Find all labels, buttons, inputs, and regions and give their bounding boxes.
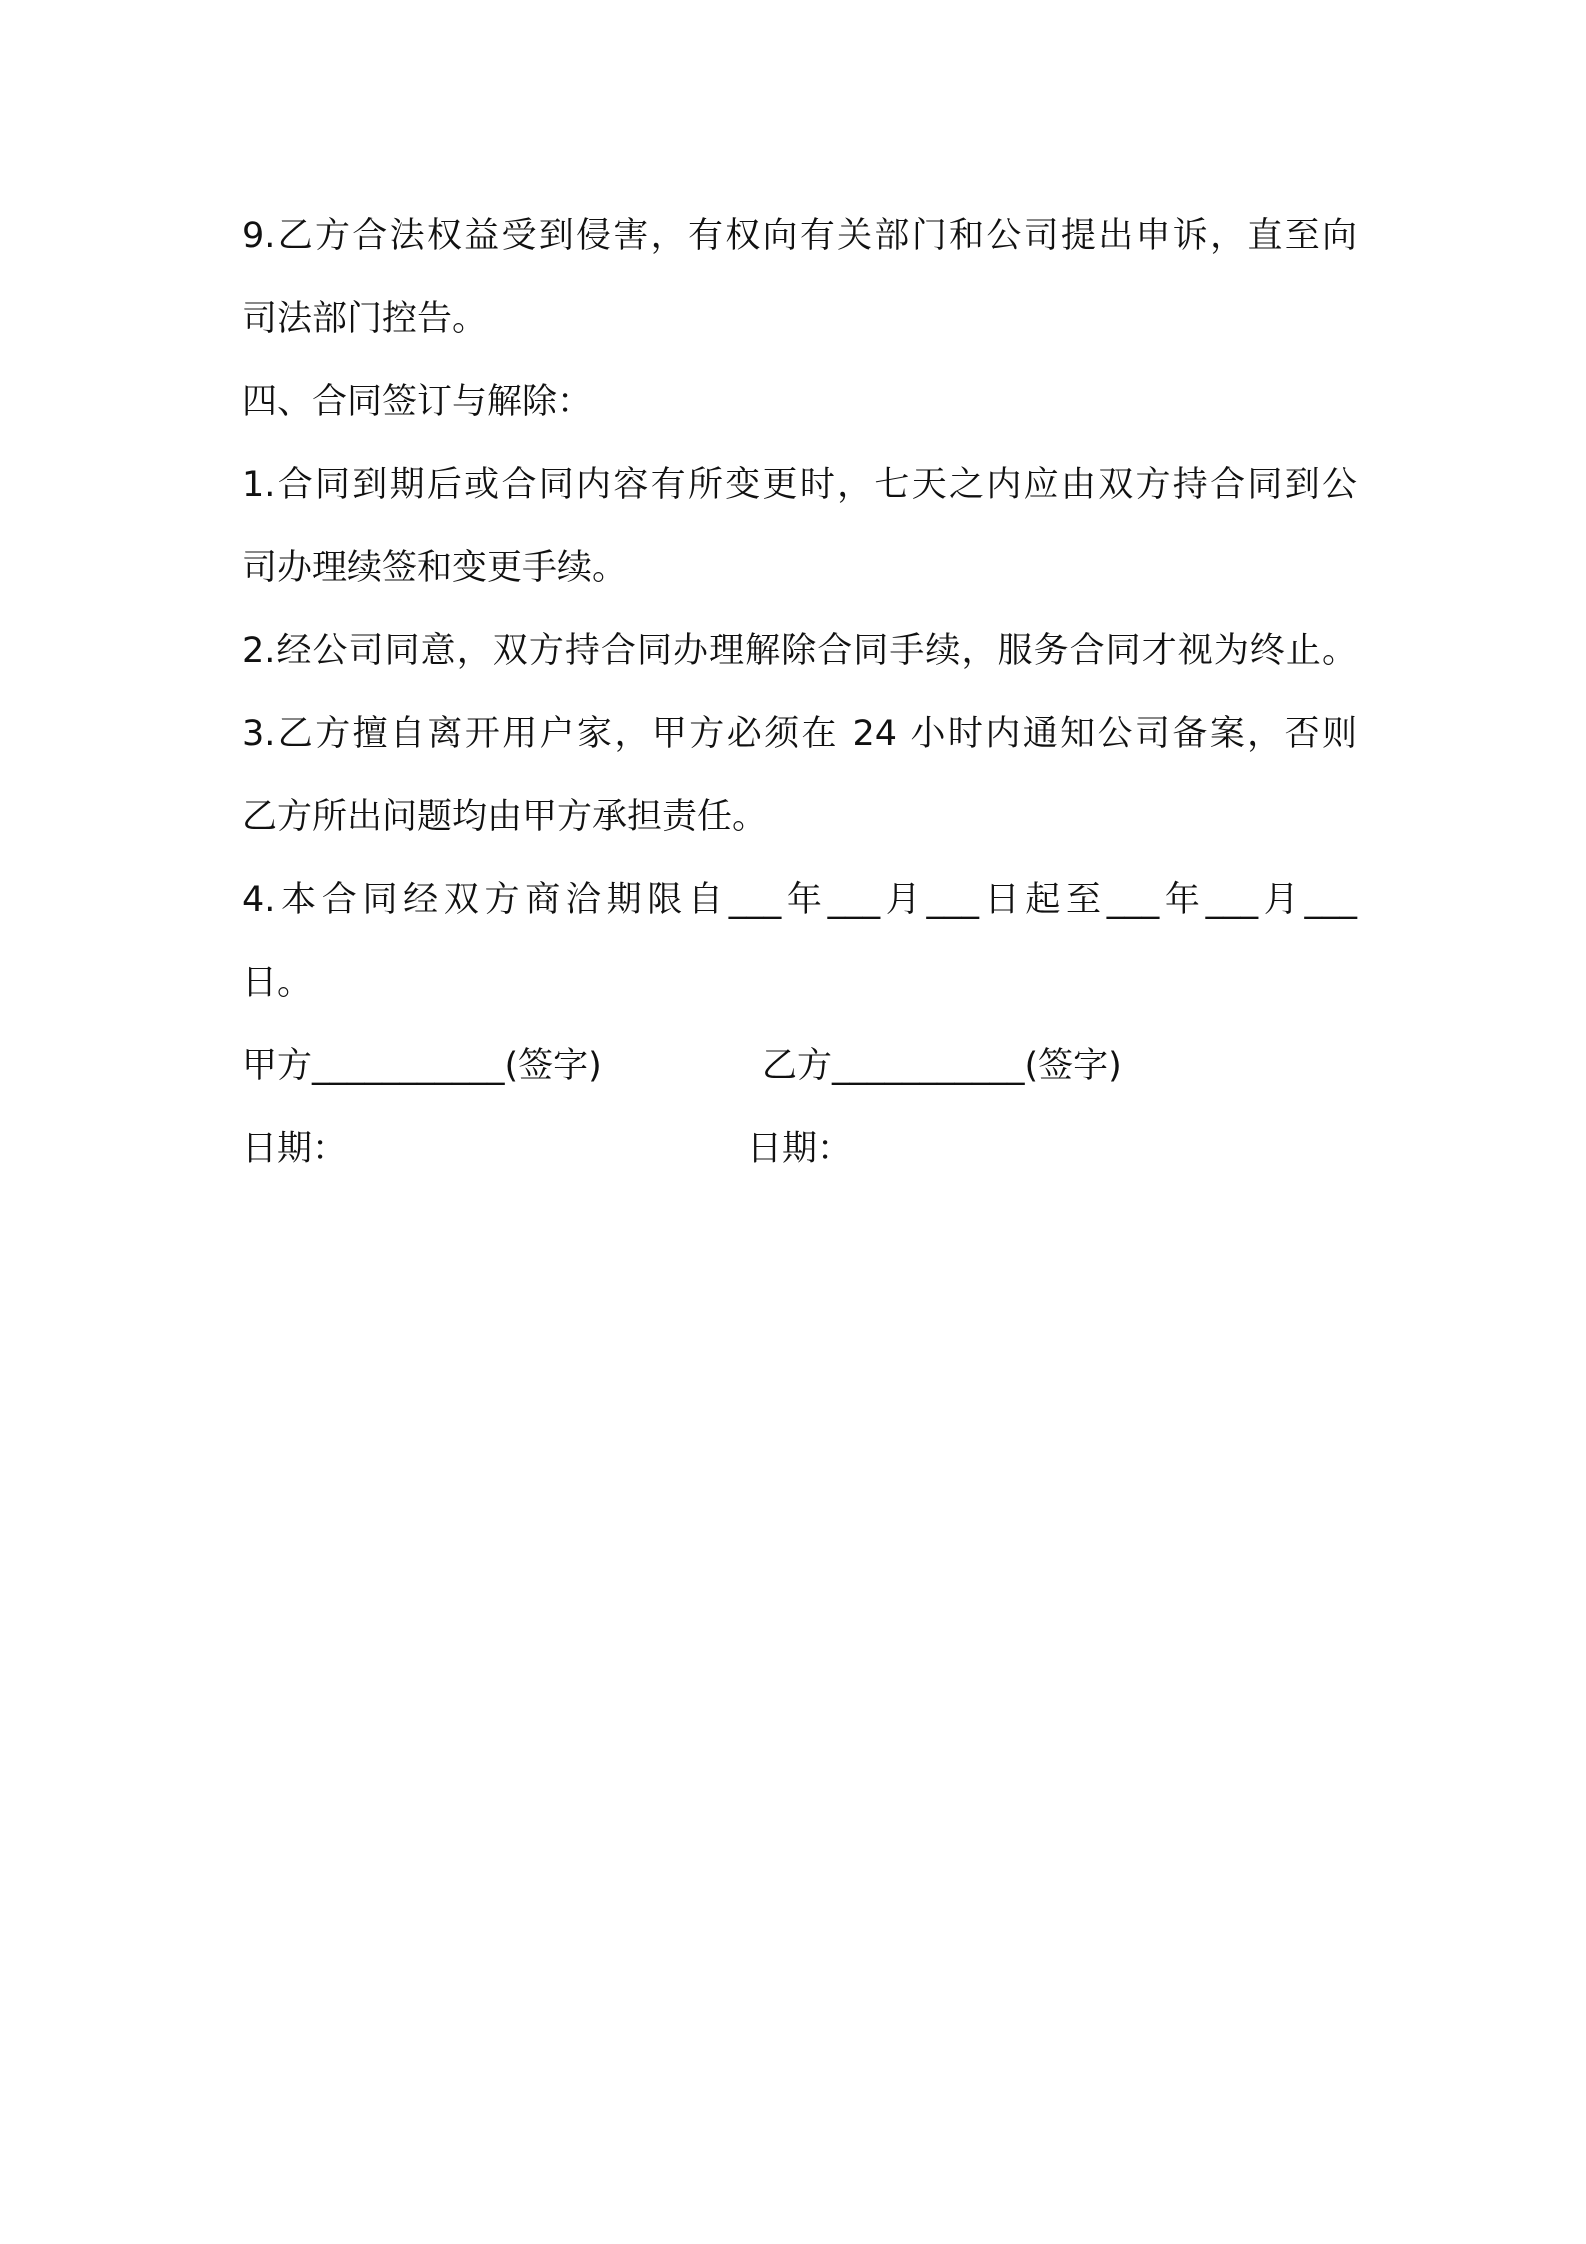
clause-4-3-line-1: 3.乙方擅自离开用户家，甲方必须在 24 小时内通知公司备案，否则 — [242, 714, 1357, 754]
clause-4-1-line-1: 1.合同到期后或合同内容有所变更时，七天之内应由双方持合同到公 — [242, 465, 1357, 505]
date-row — [242, 1108, 1357, 1191]
clause-9-line-2: 司法部门控告。 — [242, 299, 488, 339]
document-body — [242, 195, 1357, 1191]
clause-4-4-line-2: 日。 — [242, 963, 313, 1003]
party-b-date: 日期： — [747, 1129, 853, 1169]
party-a-signature: 甲方___________(签字) — [242, 1046, 602, 1086]
party-b-signature: 乙方___________(签字) — [762, 1046, 1122, 1086]
clause-4-1-line-2: 司办理续签和变更手续。 — [242, 548, 628, 588]
signature-row — [242, 1025, 1357, 1108]
section-4-heading: 四、合同签订与解除： — [242, 382, 593, 422]
party-a-date: 日期： — [242, 1129, 348, 1169]
clause-4-3-line-2: 乙方所出问题均由甲方承担责任。 — [242, 797, 768, 837]
clause-4-4-line-1: 4.本合同经双方商洽期限自___年___月___日起至___年___月___ — [242, 880, 1357, 920]
clause-4-2: 2.经公司同意，双方持合同办理解除合同手续，服务合同才视为终止。 — [242, 631, 1357, 671]
clause-9-line-1: 9.乙方合法权益受到侵害，有权向有关部门和公司提出申诉，直至向 — [242, 216, 1357, 256]
